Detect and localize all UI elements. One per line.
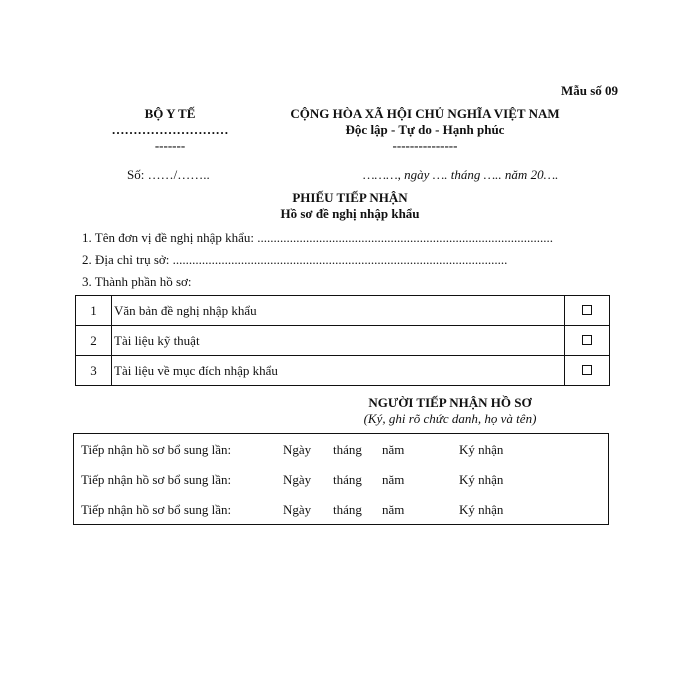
document-number-cell: 2 [76, 326, 112, 356]
date-line: ………, ngày …. tháng ….. năm 20…. [363, 167, 559, 182]
form-number: Mẫu số 09 [560, 83, 618, 98]
supplement-label: Tiếp nhận hồ sơ bổ sung lần: [81, 442, 232, 457]
document-number-cell: 3 [76, 356, 112, 386]
field-applicant-name: 1. Tên đơn vị đề nghị nhập khẩu: ........................................................................................... [82, 230, 553, 245]
supplement-label: Tiếp nhận hồ sơ bổ sung lần: [81, 502, 232, 517]
document-checkbox-cell [565, 356, 610, 386]
form-title: PHIẾU TIẾP NHẬN [292, 190, 408, 205]
receiver-note: (Ký, ghi rõ chức danh, họ và tên) [363, 411, 537, 426]
field-documents-heading: 3. Thành phần hồ sơ: [82, 274, 192, 289]
table-row [74, 442, 608, 464]
supplement-year: năm [382, 502, 405, 517]
document-checkbox-cell [565, 296, 610, 326]
document-name-cell: Tài liệu về mục đích nhập khẩu [112, 356, 565, 386]
supplement-sign: Ký nhận [459, 502, 504, 517]
document-number: Số: ……/…….. [127, 167, 210, 182]
documents-table [75, 295, 610, 386]
checkbox[interactable] [582, 305, 592, 315]
motto-dashes: --------------- [392, 138, 458, 153]
supplement-day: Ngày [283, 502, 312, 517]
supplement-day: Ngày [283, 442, 312, 457]
motto: Độc lập - Tự do - Hạnh phúc [345, 122, 505, 137]
table-row [74, 502, 608, 524]
ministry-dashes: ------- [154, 138, 186, 153]
country-name: CỘNG HÒA XÃ HỘI CHỦ NGHĨA VIỆT NAM [290, 106, 560, 121]
field-address: 2. Địa chỉ trụ sở: ....................................................................................................... [82, 252, 508, 267]
ministry-name: BỘ Y TẾ [144, 106, 196, 121]
document-name-cell: Tài liệu kỹ thuật [112, 326, 565, 356]
supplement-label: Tiếp nhận hồ sơ bổ sung lần: [81, 472, 232, 487]
supplement-sign: Ký nhận [459, 472, 504, 487]
receiver-title: NGƯỜI TIẾP NHẬN HỒ SƠ [368, 395, 532, 410]
supplement-month: tháng [333, 472, 362, 487]
checkbox[interactable] [582, 335, 592, 345]
document-checkbox-cell [565, 326, 610, 356]
supplement-year: năm [382, 442, 405, 457]
table-row [76, 326, 610, 356]
supplement-sign: Ký nhận [459, 442, 504, 457]
supplement-year: năm [382, 472, 405, 487]
supplement-month: tháng [333, 442, 362, 457]
checkbox[interactable] [582, 365, 592, 375]
supplement-table [73, 433, 609, 525]
table-row [76, 356, 610, 386]
document-name-cell: Văn bản đề nghị nhập khẩu [112, 296, 565, 326]
table-row [74, 472, 608, 494]
document-number-cell: 1 [76, 296, 112, 326]
table-row [76, 296, 610, 326]
supplement-month: tháng [333, 502, 362, 517]
ministry-dots: ……………………… [111, 122, 229, 137]
supplement-day: Ngày [283, 472, 312, 487]
form-subtitle: Hồ sơ đề nghị nhập khẩu [280, 206, 420, 221]
